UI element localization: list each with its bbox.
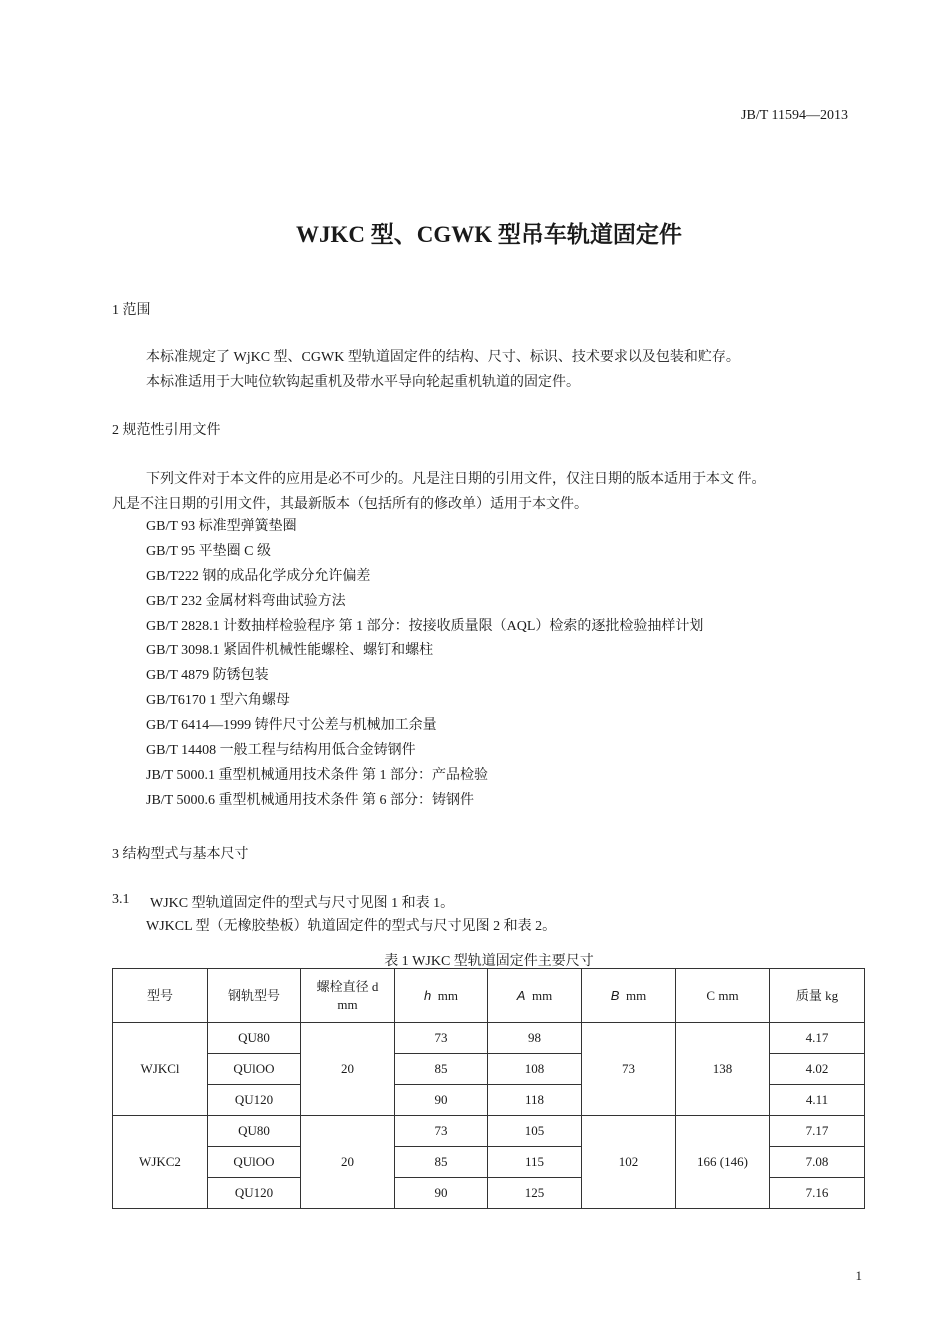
cell-c: 138 [676,1023,770,1116]
section-1-paragraph-1: 本标准规定了 WjKC 型、CGWK 型轨道固定件的结构、尺寸、标识、技术要求以及包装和贮存。 [146,350,740,365]
cell-model: WJKCl [113,1023,208,1116]
cell-mass: 4.17 [770,1023,865,1054]
section-2-intro-line-1: 下列文件对于本文件的应用是必不可少的。凡是注日期的引用文件，仅注日期的版本适用于本文 件。 [146,472,766,487]
cell-h: 73 [395,1116,488,1147]
cell-h: 90 [395,1085,488,1116]
cell-rail: QUlOO [208,1147,301,1178]
cell-model: WJKC2 [113,1116,208,1209]
table-1 [112,968,865,1209]
header-h [395,969,488,1023]
cell-b: 102 [582,1116,676,1209]
header-b-unit: mm [625,987,647,1003]
cell-rail: QU80 [208,1023,301,1054]
cell-bolt: 20 [301,1116,395,1209]
cell-a: 125 [488,1178,582,1209]
cell-mass: 4.02 [770,1054,865,1085]
table-1-title: 表 1 WJKC 型轨道固定件主要尺寸 [384,954,594,969]
cell-rail: QU120 [208,1085,301,1116]
table-row [113,1023,865,1054]
cell-mass: 7.08 [770,1147,865,1178]
cell-rail: QUlOO [208,1054,301,1085]
cell-rail: QU120 [208,1178,301,1209]
cell-a: 98 [488,1023,582,1054]
reference-item: GB/T 3098.1 紧固件机械性能螺栓、螺钉和螺柱 [146,643,434,659]
standard-code: JB/T 11594—2013 [741,108,848,123]
cell-c: 166 (146) [676,1116,770,1209]
header-c: C mm [676,969,770,1023]
cell-a: 105 [488,1116,582,1147]
reference-item: JB/T 5000.6 重型机械通用技术条件 第 6 部分：铸钢件 [146,792,474,808]
header-h-symbol: h [424,987,432,1003]
cell-h: 85 [395,1147,488,1178]
cell-h: 90 [395,1178,488,1209]
reference-item: GB/T 95 平垫圈 C 级 [146,543,271,559]
section-2-heading: 2 规范性引用文件 [112,423,221,438]
cell-rail: QU80 [208,1116,301,1147]
header-mass: 质量 kg [770,969,865,1023]
reference-item: GB/T 6414—1999 铸件尺寸公差与机械加工余量 [146,718,437,734]
header-bolt-label: 螺栓直径 d [316,978,379,994]
cell-h: 73 [395,1023,488,1054]
reference-item: GB/T 232 金属材料弯曲试验方法 [146,593,346,609]
cell-bolt: 20 [301,1023,395,1116]
cell-a: 118 [488,1085,582,1116]
header-b [582,969,676,1023]
normative-references-list [146,517,703,816]
header-b-symbol: B [610,987,620,1003]
cell-a: 115 [488,1147,582,1178]
header-a-unit: mm [531,987,553,1003]
cell-h: 85 [395,1054,488,1085]
header-bolt-unit: mm [337,996,358,1012]
header-model: 型号 [113,969,208,1023]
header-a-symbol: A [516,987,526,1003]
reference-item: GB/T 14408 一般工程与结构用低合金铸钢件 [146,743,416,759]
reference-item: GB/T 93 标准型弹簧垫圈 [146,519,297,534]
page-number: 1 [855,1268,862,1283]
section-1-heading: 1 范围 [112,303,151,318]
section-1-paragraph-2: 本标准适用于大吨位软钩起重机及带水平导向轮起重机轨道的固定件。 [146,375,580,390]
reference-item: GB/T6170 1 型六角螺母 [146,693,290,709]
document-title: WJKC 型、CGWK 型吊车轨道固定件 [296,222,682,247]
reference-item: GB/T 2828.1 计数抽样检验程序 第 1 部分：按接收质量限（AQL）检索的逐批检验抽样计划 [146,618,704,634]
reference-item: JB/T 5000.1 重型机械通用技术条件 第 1 部分：产品检验 [146,767,488,783]
reference-item: GB/T222 钢的成品化学成分允许偏差 [146,568,371,584]
section-2-intro-line-2: 凡是不注日期的引用文件，其最新版本（包括所有的修改单）适用于本文件。 [112,497,588,512]
cell-mass: 7.16 [770,1178,865,1209]
clause-3-1-text: WJKC 型轨道固定件的型式与尺寸见图 1 和表 1。 [150,896,455,911]
header-bolt-diameter [301,969,395,1023]
cell-a: 108 [488,1054,582,1085]
table-row [113,1116,865,1147]
header-rail-type: 钢轨型号 [208,969,301,1023]
table-header-row [113,969,865,1023]
cell-b: 73 [582,1023,676,1116]
section-3-paragraph-2: WJKCL 型（无橡胶垫板）轨道固定件的型式与尺寸见图 2 和表 2。 [146,919,557,934]
header-h-unit: mm [437,987,458,1003]
cell-mass: 7.17 [770,1116,865,1147]
cell-mass: 4.11 [770,1085,865,1116]
reference-item: GB/T 4879 防锈包装 [146,668,269,684]
clause-3-1-number: 3.1 [112,892,130,907]
header-a [488,969,582,1023]
section-3-heading: 3 结构型式与基本尺寸 [112,847,249,862]
